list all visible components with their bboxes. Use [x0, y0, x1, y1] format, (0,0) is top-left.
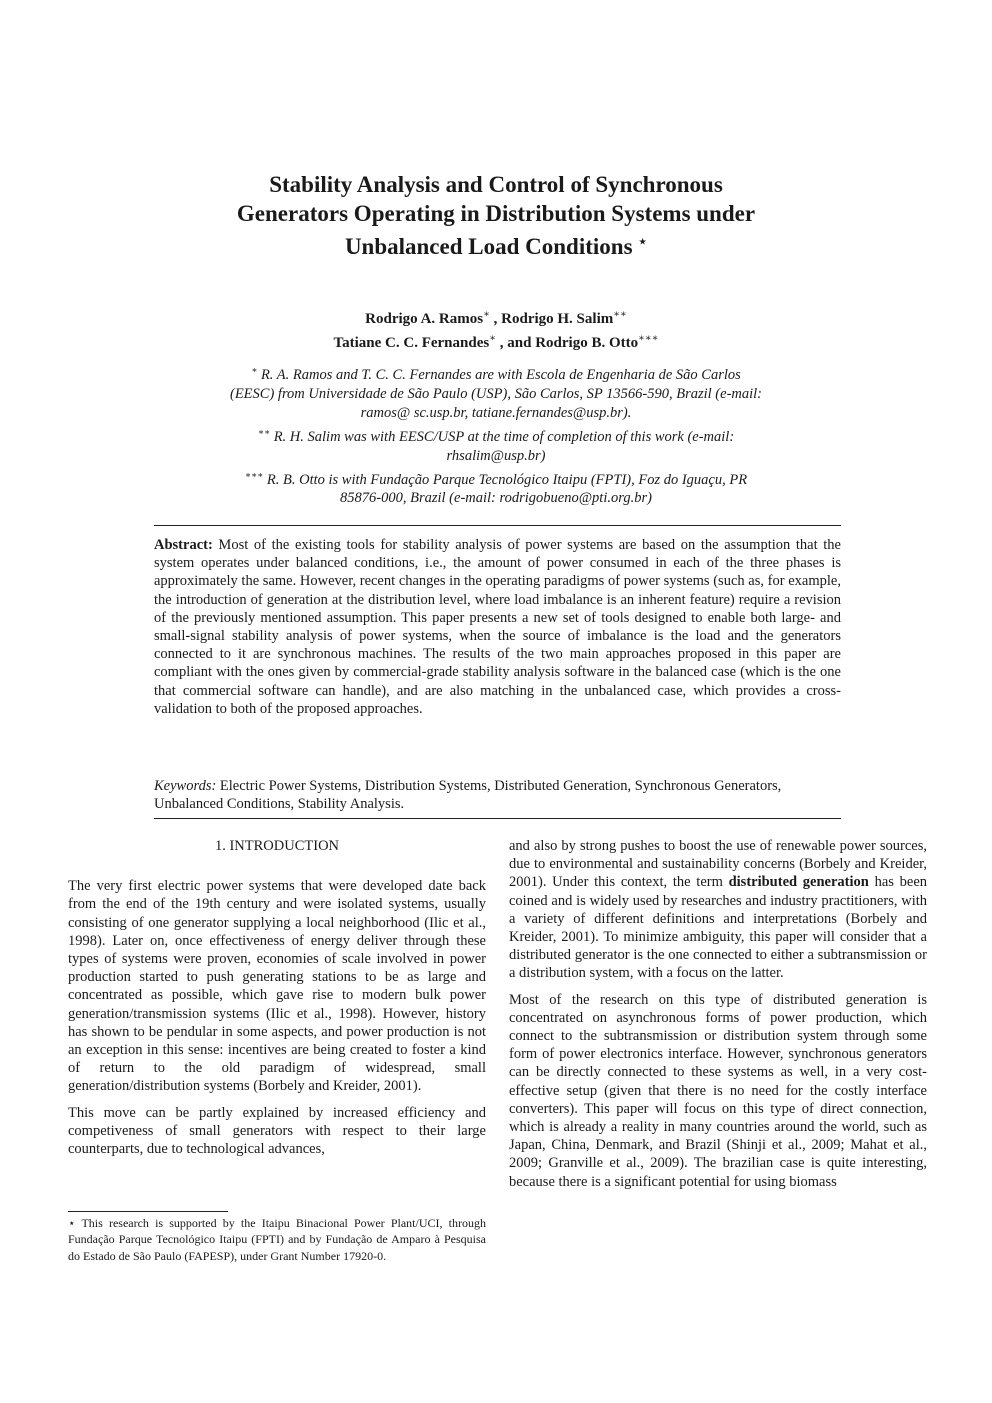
right-column	[509, 837, 927, 1199]
left-column	[68, 837, 486, 1166]
keywords-label: Keywords:	[154, 778, 217, 794]
affiliation-text: R. B. Otto is with Fundação Parque Tecnológico Itaipu (FPTI), Foz do Iguaçu, PR 85876-000, Brazil (e-mail: rodrigobueno@pti.org.br)	[266, 471, 748, 507]
affiliation-item	[230, 361, 762, 423]
author-name: Rodrigo B. Otto	[535, 335, 639, 351]
affiliation-item	[230, 466, 762, 509]
affiliation-item	[230, 423, 762, 466]
section-heading: 1. INTRODUCTION	[214, 838, 340, 854]
abstract	[154, 536, 841, 718]
author-name: Tatiane C. C. Fernandes	[333, 335, 490, 351]
author-separator: , and	[496, 335, 536, 351]
title-text: Stability Analysis and Control of Synchronous Generators Operating in Distribution Systems under Unbalanced Load Conditions	[236, 172, 756, 259]
paragraph-text: has been coined and is widely used by researches and industry practitioners, with a variety of different definitions and interpretations (Borbely and Kreider, 2001). To minimize ambiguity, this paper will consider that a distributed generator is the one connected to either a subtransmission or a distribution system, with a focus on the latter.	[509, 874, 928, 982]
emphasis-term: distributed generation	[728, 874, 869, 891]
author-list	[220, 305, 772, 353]
affiliation-mark: ∗∗	[257, 426, 271, 437]
footnote-rule	[68, 1211, 228, 1212]
paragraph-text: and also by strong pushes to boost the use of renewable power sources, due to environmental and sustainability concerns (Borbely and Kreider, 2001). Under this context, the term	[509, 838, 927, 891]
affiliations	[230, 361, 762, 508]
author-separator: ,	[489, 311, 502, 327]
footnote-text: This research is supported by the Itaipu Binacional Power Plant/UCI, through Fundação Parque Tecnológico Itaipu (FPTI) and by Fundação de Amparo à Pesquisa do Estado de São Paulo (FAPESP), under Grant Number 17920-0.	[68, 1216, 486, 1263]
body-paragraph: This move can be partly explained by increased efficiency and competiveness of small generators with respect to their large counterparts, due to technological advances,	[68, 1104, 486, 1158]
body-paragraph: The very first electric power systems that were developed date back from the end of the 19th century and were isolated systems, usually consisting of one generator supplying a local neighborhood (Ilic et al., 1998). Later on, once effectiveness of energy deliver through these types of systems were proven, economies of scale involved in power production started to push generating stations to be as large and concentrated as possible, which gave rise to modern bulk power generation/transmission systems (Ilic et al., 1998). However, history has shown to be pendular in some aspects, and power production is not an exception in this sense: incentives are being created to foster a kind of return to the old paradigm of widespread, small generation/distribution systems (Borbely and Kreider, 2001).	[68, 878, 486, 1095]
keywords	[154, 777, 841, 813]
paper-title	[220, 170, 772, 261]
abstract-top-rule	[154, 525, 841, 526]
footnote-marker: ⋆	[68, 1216, 76, 1230]
author-name: Rodrigo H. Salim	[501, 311, 614, 327]
abstract-label: Abstract:	[154, 537, 213, 553]
abstract-bottom-rule	[154, 818, 841, 819]
title-footnote-marker: ⋆	[638, 235, 648, 250]
keywords-text: Electric Power Systems, Distribution Systems, Distributed Generation, Synchronous Generators, Unbalanced Conditions, Stability Analysis.	[154, 778, 782, 813]
author-affiliation-mark: ∗	[489, 333, 496, 344]
affiliation-text: R. A. Ramos and T. C. C. Fernandes are with Escola de Engenharia de São Carlos (EESC) from Universidade de São Paulo (USP), São Carlos, SP 13566-590, Brazil (e-mail: ramos@ sc.usp.br, tatiane.fernandes@usp.br).	[230, 366, 763, 421]
affiliation-mark: ∗∗∗	[244, 469, 264, 480]
affiliation-text: R. H. Salim was with EESC/USP at the time of completion of this work (e-mail: rhsalim@usp.br)	[273, 428, 735, 464]
footnote	[68, 1215, 486, 1264]
author-affiliation-mark: ∗	[483, 309, 490, 320]
author-affiliation-mark: ∗∗	[613, 309, 627, 320]
author-affiliation-mark: ∗∗∗	[638, 333, 659, 344]
affiliation-mark: ∗	[251, 365, 258, 375]
body-paragraph	[509, 837, 927, 983]
author-name: Rodrigo A. Ramos	[365, 311, 484, 327]
body-paragraph: Most of the research on this type of distributed generation is concentrated on asynchronous forms of power production, which connect to the subtransmission or distribution system through some form of power electronics interface. However, synchronous generators can be directly connected to these systems as well, in a very cost-effective setup (given that there is no need for the costly interface converters). This paper will focus on this type of direct connection, which is already a reality in many countries around the world, such as Japan, China, Denmark, and Brazil (Shinji et al., 2009; Mahat et al., 2009; Granville et al., 2009). The brazilian case is quite interesting, because there is a significant potential for using biomass	[509, 991, 927, 1190]
abstract-text: Most of the existing tools for stability analysis of power systems are based on the assumption that the system operates under balanced conditions, i.e., the amount of power consumed in each of the three phases is approximately the same. However, recent changes in the operating paradigms of power systems (such as, for example, the introduction of generation at the distribution level, where load imbalance is an inherent feature) require a revision of the previously mentioned assumption. This paper presents a new set of tools designed to enable both large- and small-signal stability analysis of power systems, when the source of imbalance is the load and the generators connected to it are synchronous machines. The results of the two main approaches proposed in this paper are compliant with the ones given by commercial-grade stability analysis software in the balanced case (which is the one that commercial software can handle), and are also matching in the unbalanced case, which provides a cross-validation to both of the proposed approaches.	[154, 537, 841, 717]
